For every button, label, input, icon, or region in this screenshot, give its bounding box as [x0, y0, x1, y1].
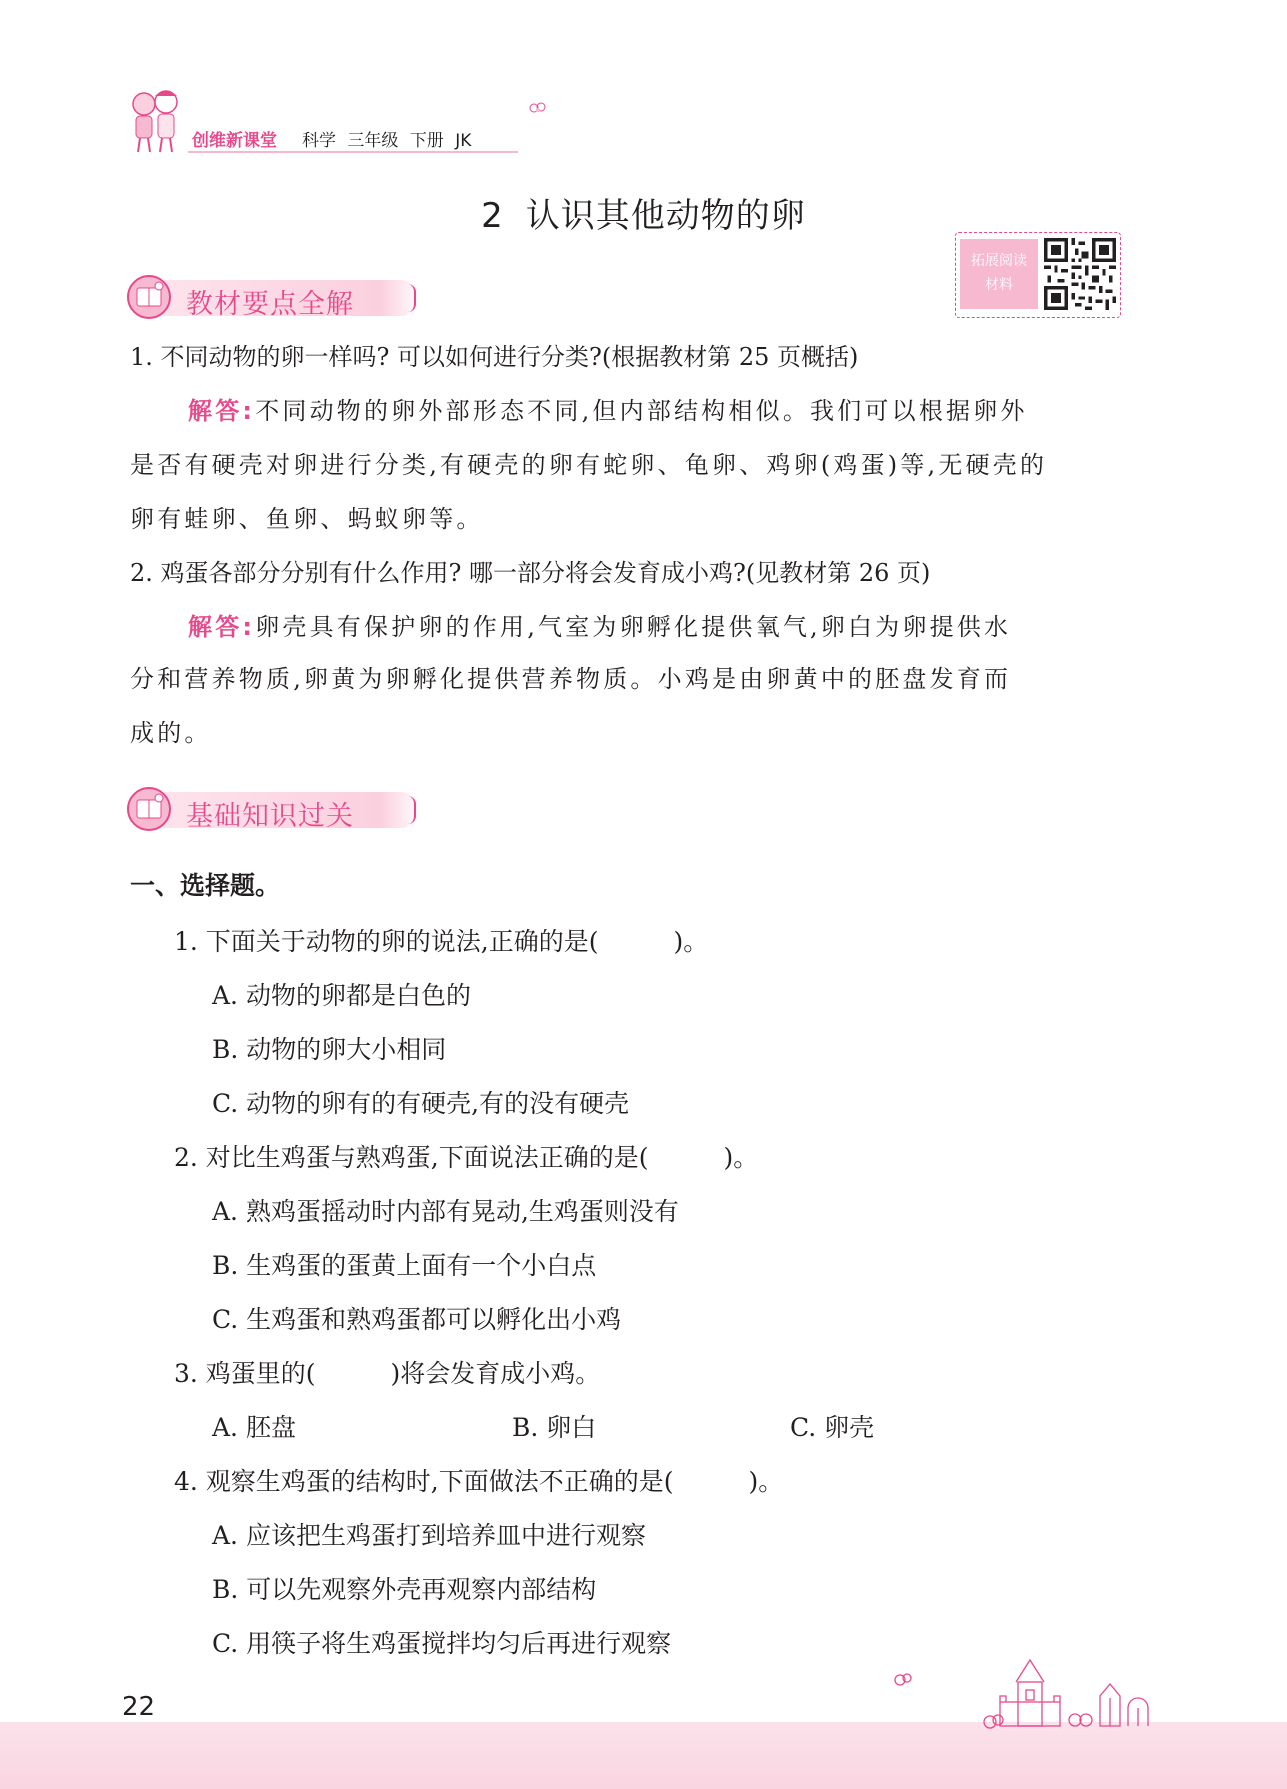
option-1b: B. 动物的卵大小相同	[212, 1035, 447, 1064]
section-header-basics	[126, 784, 416, 834]
section-header-key-points	[126, 272, 416, 322]
lesson-title	[0, 188, 1287, 237]
brand-name: 创维新课堂	[192, 131, 277, 151]
choice-question-3: 3. 鸡蛋里的( )将会发育成小鸡。	[174, 1359, 601, 1388]
option-1c: C. 动物的卵有的有硬壳,有的没有硬壳	[212, 1089, 630, 1118]
qr-label-line1: 拓展阅读	[971, 253, 1027, 269]
lesson-number: 2	[481, 196, 504, 236]
option-4c: C. 用筷子将生鸡蛋搅拌均匀后再进行观察	[212, 1629, 672, 1658]
choice-question-4: 4. 观察生鸡蛋的结构时,下面做法不正确的是( )。	[174, 1467, 784, 1496]
answer-2-line-2: 分和营养物质,卵黄为卵孵化提供营养物质。小鸡是由卵黄中的胚盘发育而	[130, 665, 1012, 693]
lesson-title-text: 认识其他动物的卵	[525, 196, 806, 236]
qr-label	[960, 239, 1038, 309]
answer-1-line-3: 卵有蛙卵、鱼卵、蚂蚁卵等。	[130, 505, 484, 533]
question-2: 2. 鸡蛋各部分分别有什么作用? 哪一部分将会发育成小鸡?(见教材第 26 页)	[130, 559, 931, 587]
option-2a: A. 熟鸡蛋摇动时内部有晃动,生鸡蛋则没有	[212, 1197, 679, 1226]
option-3b: B. 卵白	[512, 1413, 597, 1442]
part-title: 一、选择题。	[130, 871, 281, 900]
kids-illustration	[126, 88, 184, 154]
answer-2-line-1	[188, 612, 1011, 642]
choice-question-1: 1. 下面关于动物的卵的说法,正确的是( )。	[174, 927, 709, 956]
flower-icon	[528, 100, 548, 116]
question-1: 1. 不同动物的卵一样吗? 可以如何进行分类?(根据教材第 25 页概括)	[130, 343, 859, 371]
qr-extended-reading[interactable]	[955, 232, 1121, 318]
section-title: 教材要点全解	[186, 289, 354, 320]
section-badge-icon	[126, 786, 172, 832]
option-4b: B. 可以先观察外壳再观察内部结构	[212, 1575, 597, 1604]
option-3c: C. 卵壳	[790, 1413, 875, 1442]
answer-2-line-3: 成的。	[130, 719, 212, 747]
qr-code[interactable]	[1044, 237, 1116, 311]
page-number: 22	[122, 1692, 156, 1722]
answer-label: 解答:	[188, 613, 256, 641]
option-3a: A. 胚盘	[212, 1413, 296, 1442]
option-2c: C. 生鸡蛋和熟鸡蛋都可以孵化出小鸡	[212, 1305, 622, 1334]
section-title: 基础知识过关	[186, 801, 354, 832]
answer-label: 解答:	[188, 397, 256, 425]
header-rule	[188, 151, 518, 153]
qr-label-line2: 材料	[985, 277, 1013, 293]
answer-1-line-1	[188, 396, 1028, 426]
running-header	[126, 88, 546, 158]
answer-text: 不同动物的卵外部形态不同,但内部结构相似。我们可以根据卵外	[255, 397, 1028, 425]
option-2b: B. 生鸡蛋的蛋黄上面有一个小白点	[212, 1251, 597, 1280]
section-badge-icon	[126, 274, 172, 320]
choice-question-2: 2. 对比生鸡蛋与熟鸡蛋,下面说法正确的是( )。	[174, 1143, 759, 1172]
answer-text: 卵壳具有保护卵的作用,气室为卵孵化提供氧气,卵白为卵提供水	[255, 613, 1012, 641]
answer-1-line-2: 是否有硬壳对卵进行分类,有硬壳的卵有蛇卵、龟卵、鸡卵(鸡蛋)等,无硬壳的	[130, 451, 1048, 479]
castle-illustration	[880, 1650, 1160, 1730]
option-4a: A. 应该把生鸡蛋打到培养皿中进行观察	[212, 1521, 646, 1550]
footer-band	[0, 1722, 1287, 1789]
subject-label: 科学 三年级 下册 JK	[302, 131, 472, 151]
option-1a: A. 动物的卵都是白色的	[212, 981, 471, 1010]
